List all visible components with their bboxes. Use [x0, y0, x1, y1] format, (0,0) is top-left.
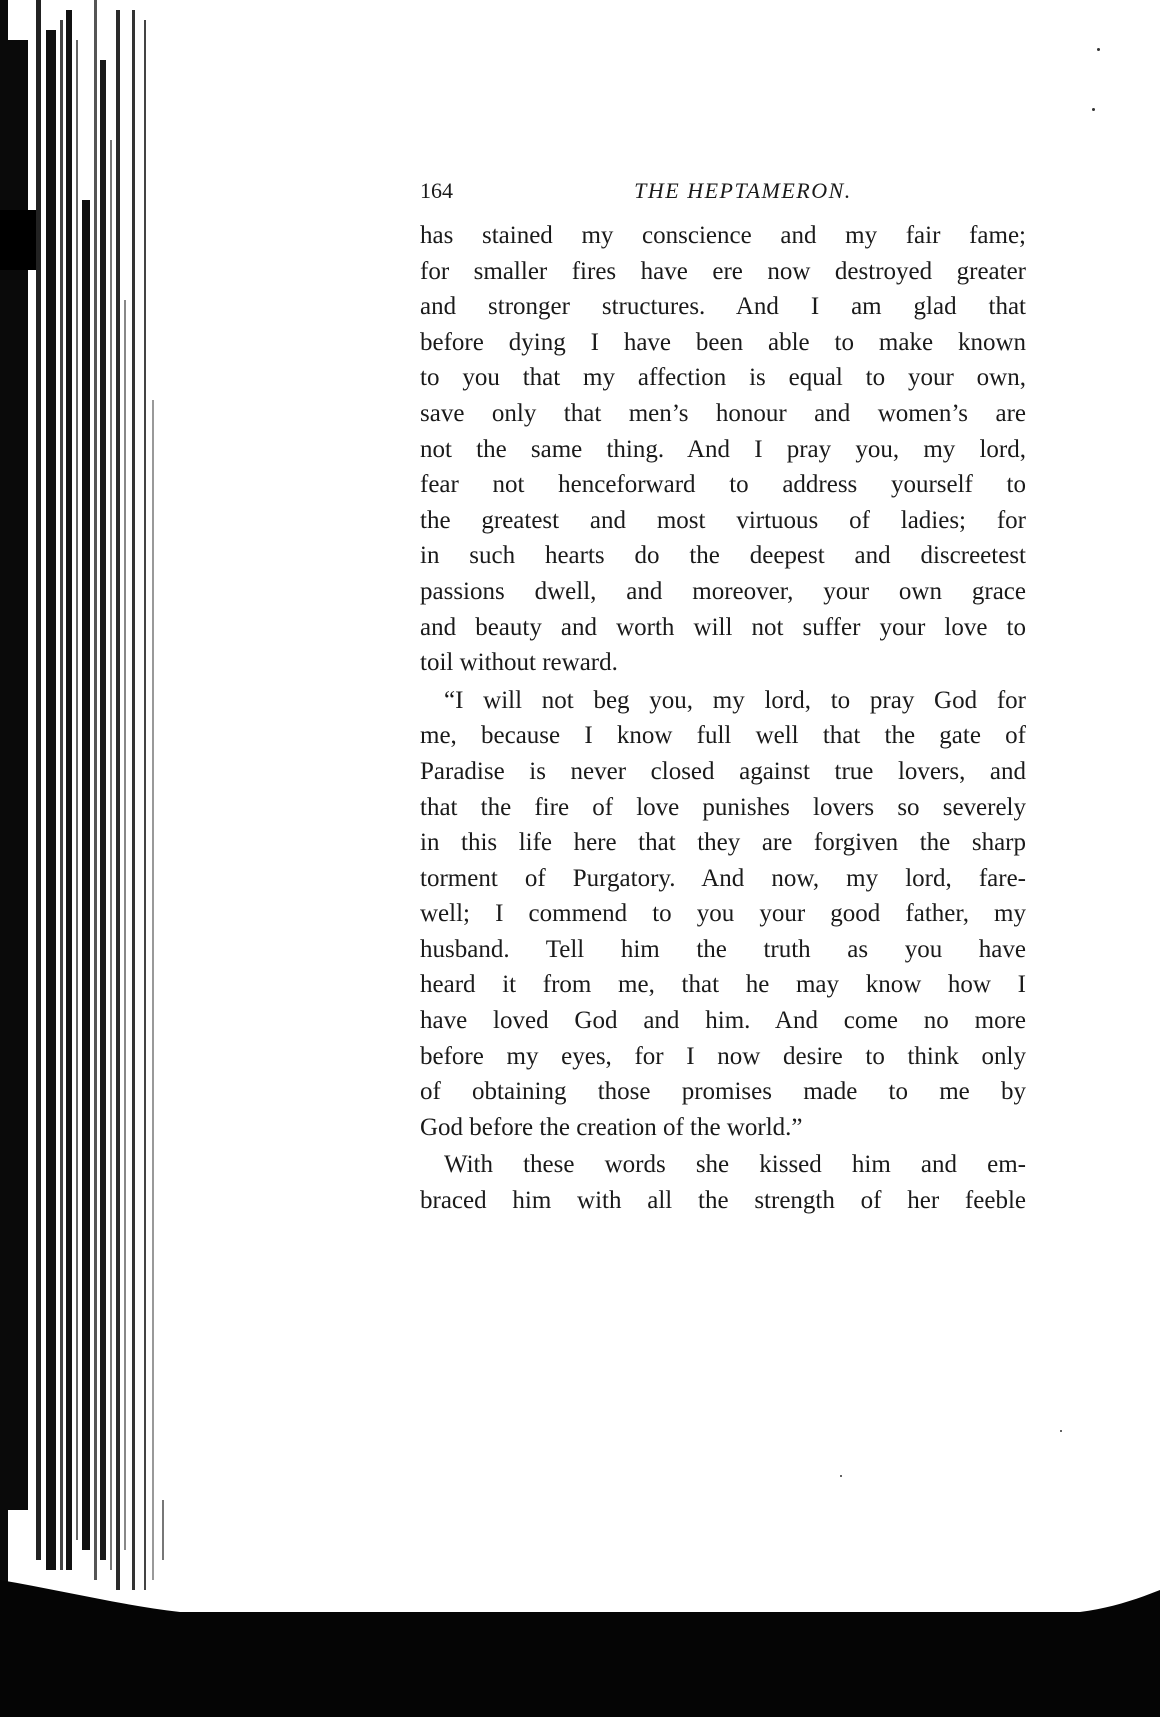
text-line: husband. Tell him the truth as you have: [420, 935, 1026, 963]
text-line: to you that my affection is equal to your own,: [420, 364, 1026, 392]
text-line: braced him with all the strength of her feeble: [420, 1187, 1026, 1215]
text-line: and beauty and worth will not suffer your love to: [420, 613, 1026, 641]
paragraph: [420, 1147, 1026, 1218]
text-line: toil without reward.: [420, 649, 618, 677]
text-line: and stronger structures. And I am glad that: [420, 293, 1026, 321]
text-line: has stained my conscience and my fair fame;: [420, 222, 1026, 249]
text-line: of obtaining those promises made to me by: [420, 1078, 1026, 1106]
text-line: in such hearts do the deepest and discreetest: [420, 542, 1026, 570]
running-title: THE HEPTAMERON.: [634, 178, 852, 203]
book-page: [420, 178, 1026, 1219]
text-line: fear not henceforward to address yourself to: [420, 471, 1026, 499]
binding-gutter-artifact: [0, 0, 180, 1717]
scan-speck: [1092, 108, 1095, 111]
text-line: save only that men’s honour and women’s are: [420, 399, 1026, 427]
text-line: the greatest and most virtuous of ladies; for: [420, 506, 1026, 534]
text-line: not the same thing. And I pray you, my lord,: [420, 435, 1026, 463]
paragraph: [420, 218, 1026, 681]
text-line: in this life here that they are forgiven the sharp: [420, 829, 1026, 857]
text-line: God before the creation of the world.”: [420, 1113, 803, 1141]
text-line: passions dwell, and moreover, your own grace: [420, 577, 1026, 605]
scan-speck: [1060, 1430, 1062, 1432]
text-line: me, because I know full well that the gate of: [420, 722, 1026, 750]
text-line: have loved God and him. And come no more: [420, 1007, 1026, 1035]
text-line: well; I commend to you your good father, my: [420, 900, 1026, 928]
text-line: before my eyes, for I now desire to think only: [420, 1042, 1026, 1070]
text-line: “I will not beg you, my lord, to pray God for: [444, 686, 1026, 714]
text-line: With these words she kissed him and em-: [444, 1151, 1026, 1179]
paragraph: [420, 683, 1026, 1146]
text-line: for smaller fires have ere now destroyed greater: [420, 257, 1026, 285]
scan-speck: [840, 1475, 842, 1477]
body-text: [420, 218, 1026, 1219]
text-line: before dying I have been able to make known: [420, 328, 1026, 356]
scan-speck: [1097, 48, 1100, 51]
text-line: that the fire of love punishes lovers so severely: [420, 793, 1026, 821]
text-line: heard it from me, that he may know how I: [420, 971, 1026, 999]
text-line: Paradise is never closed against true lovers, and: [420, 757, 1026, 785]
running-head: [420, 178, 1026, 218]
page-number: 164: [420, 178, 453, 203]
bottom-scan-band: [0, 1612, 1160, 1717]
text-line: torment of Purgatory. And now, my lord, fare-: [420, 864, 1026, 892]
